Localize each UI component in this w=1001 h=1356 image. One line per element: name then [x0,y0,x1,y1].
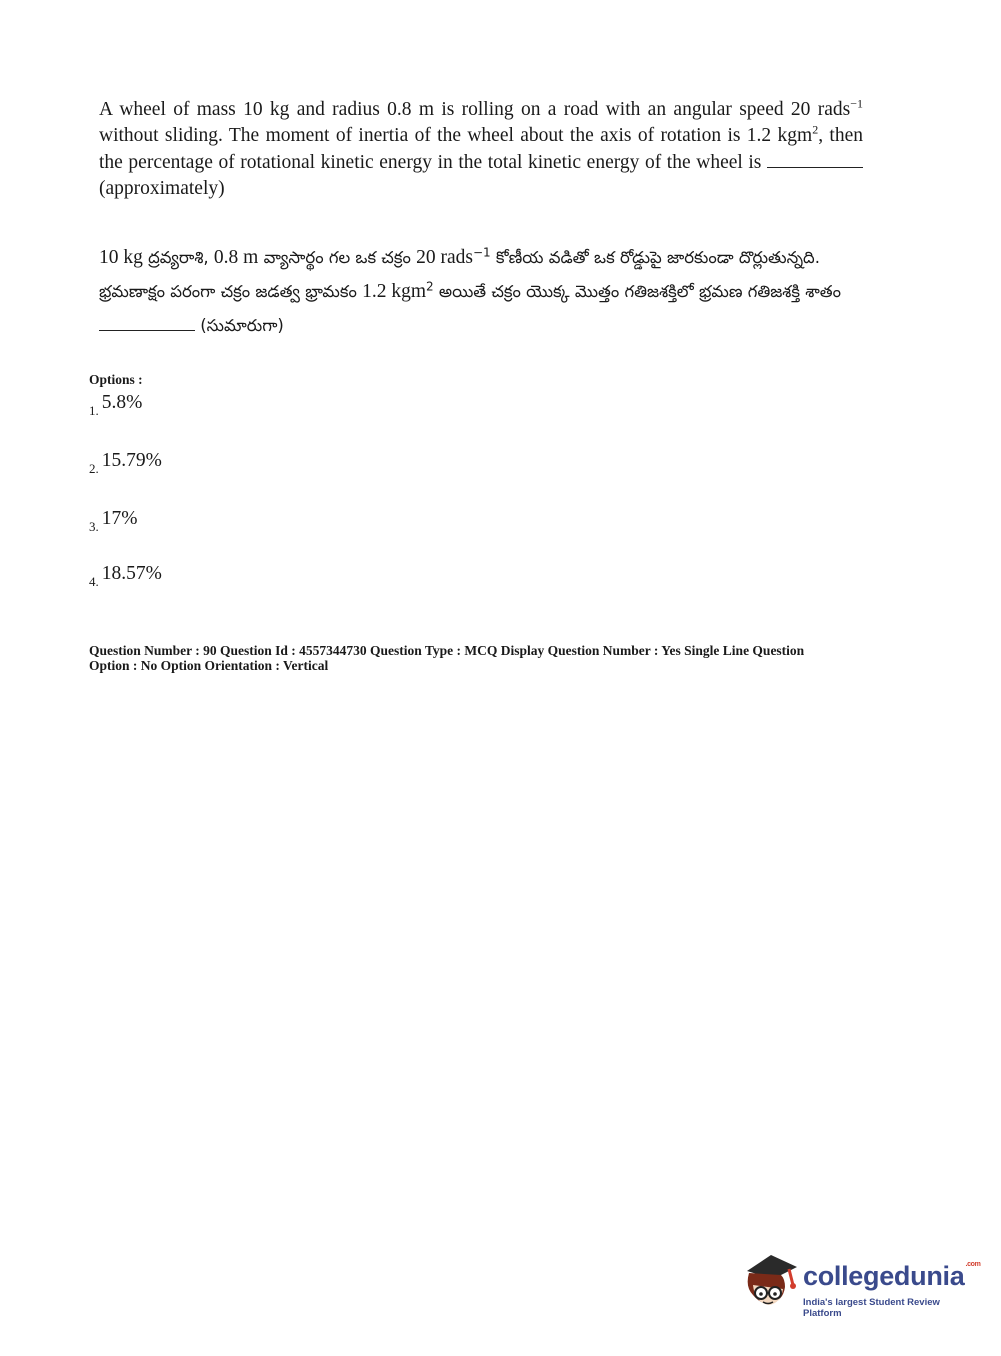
telugu-text-part: (సుమారుగా) [195,316,284,335]
option-value: 5.8% [101,392,143,413]
option-number: 4. [89,574,99,589]
question-text-part: (approximately) [99,178,225,199]
brand-tagline: India's largest Student Review Platform [803,1297,940,1319]
telugu-text-part: కోణీయ వడితో ఒక రోడ్డుపై జారకుండా దొర్లుతున్నది. భ్రమణాక్షం పరంగా చక్రం జడత్వ భ్రామకం [99,248,820,301]
option-number: 2. [89,461,99,476]
metadata-line: Question Number : 90 Question Id : 4557344730 Question Type : MCQ Display Question Number : Yes Single Line Question [89,643,805,658]
telugu-text-part: 10 kg [99,247,143,268]
telugu-text-part: 20 rads [416,247,473,268]
telugu-text-part: ద్రవ్యరాశి, [142,248,214,267]
brand-text: collegedunia [803,1261,965,1291]
option-2[interactable] [89,450,162,476]
option-value: 17% [101,508,138,529]
option-1[interactable] [89,392,143,418]
telugu-text-part: 0.8 m [213,247,259,268]
question-text-part: , then the percentage of rotational kinetic energy in the total kinetic energy of the wheel is [99,125,864,173]
option-number: 1. [89,403,99,418]
superscript: −1 [850,96,863,111]
question-metadata [89,643,879,673]
brand-name [803,1261,981,1292]
answer-blank [99,312,195,331]
question-text-part: without sliding. The moment of inertia of the wheel about the axis of rotation is 1.2 kgm [99,125,813,146]
option-value: 18.57% [101,563,162,584]
telugu-text-part: వ్యాసార్థం గల ఒక చక్రం [258,248,417,267]
question-text-telugu [99,241,863,343]
option-3[interactable] [89,508,138,534]
telugu-text-part: అయితే చక్రం యొక్క మొత్తం గతిజశక్తిలో భ్రమణ గతిజశక్తి శాతం [433,282,841,301]
option-4[interactable] [89,563,162,589]
collegedunia-logo [741,1249,981,1319]
options-heading: Options : [89,372,143,387]
telugu-text-part: 1.2 kgm [362,281,426,302]
option-number: 3. [89,519,99,534]
metadata-line: Option : No Option Orientation : Vertical [89,658,329,673]
superscript: −1 [472,245,491,260]
question-text-english [99,97,863,202]
option-value: 15.79% [101,450,162,471]
question-text-part: A wheel of mass 10 kg and radius 0.8 m is rolling on a road with an angular speed 20 rads [99,99,851,120]
superscript: 2 [812,122,819,137]
mascot-icon [741,1249,803,1313]
brand-domain: .com [965,1261,981,1268]
answer-blank [767,149,863,168]
superscript: 2 [425,279,434,294]
